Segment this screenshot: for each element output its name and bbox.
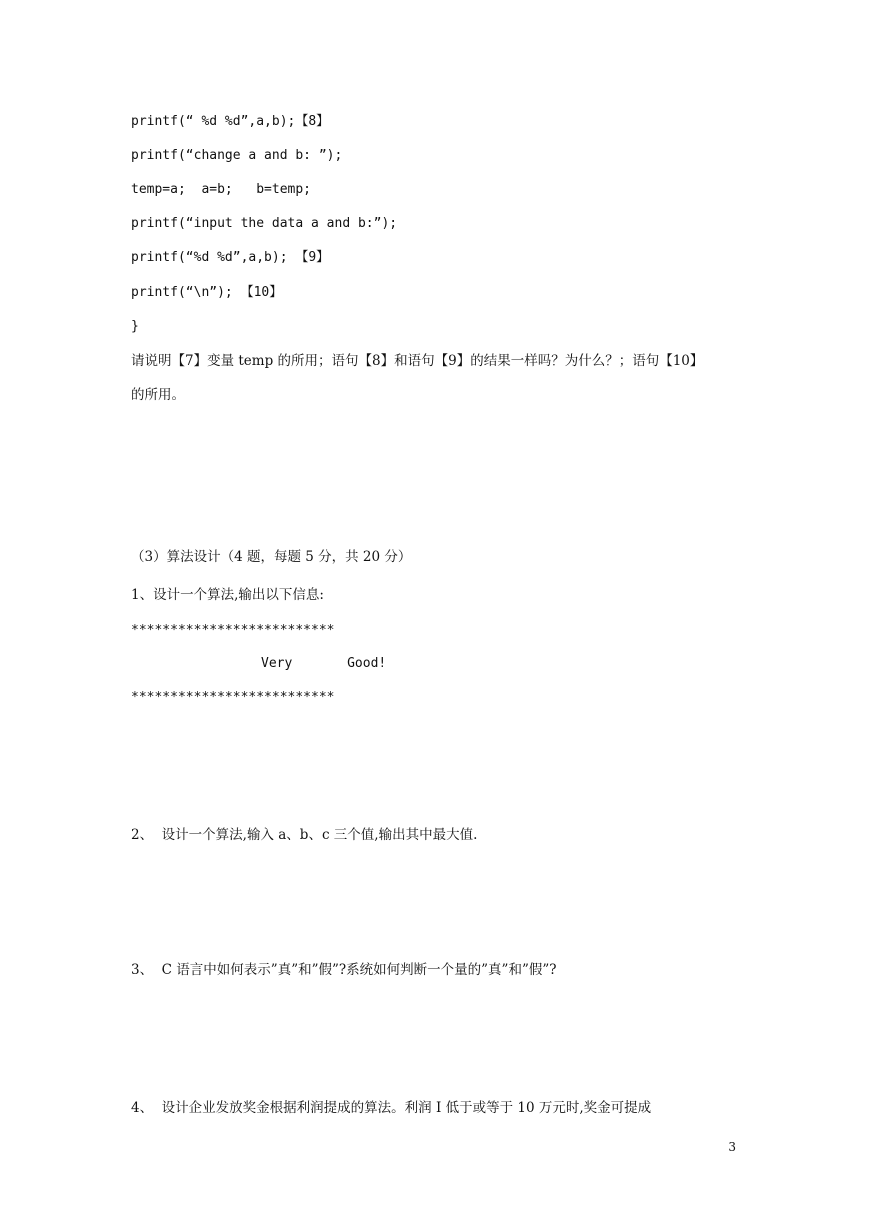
question-4: 4、 设计企业发放奖金根据利润提成的算法。利润 I 低于或等于 10 万元时,奖金可提成: [131, 1100, 652, 1116]
code-line-printf-8: printf(“ %d %d”,a,b);【8】: [131, 114, 330, 129]
question-1: 1、设计一个算法,输出以下信息:: [131, 587, 324, 603]
code-line-printf-10: printf(“\n”); 【10】: [131, 285, 283, 300]
question-3: 3、 C 语言中如何表示”真”和”假”?系统如何判断一个量的”真”和”假”?: [131, 962, 557, 978]
page-number: 3: [728, 1140, 736, 1154]
code-line-swap: temp=a; a=b; b=temp;: [131, 182, 312, 197]
code-line-input-prompt: printf(“input the data a and b:”);: [131, 216, 398, 231]
stars-top: **************************: [131, 623, 335, 638]
stars-bottom: **************************: [131, 690, 335, 705]
code-line-printf-9: printf(“%d %d”,a,b); 【9】: [131, 250, 330, 265]
very-good-text: Very Good!: [261, 656, 387, 671]
code-line-change-prompt: printf(“change a and b: ”);: [131, 148, 343, 163]
question-text-line-2: 的所用。: [131, 387, 185, 403]
section-heading: （3）算法设计（4 题，每题 5 分，共 20 分）: [131, 549, 412, 565]
code-line-close-brace: }: [131, 319, 139, 334]
question-text-line-1: 请说明【7】变量 temp 的所用；语句【8】和语句【9】的结果一样吗？为什么？；语句【10】: [131, 353, 704, 369]
question-2: 2、 设计一个算法,输入 a、b、c 三个值,输出其中最大值.: [131, 827, 478, 843]
